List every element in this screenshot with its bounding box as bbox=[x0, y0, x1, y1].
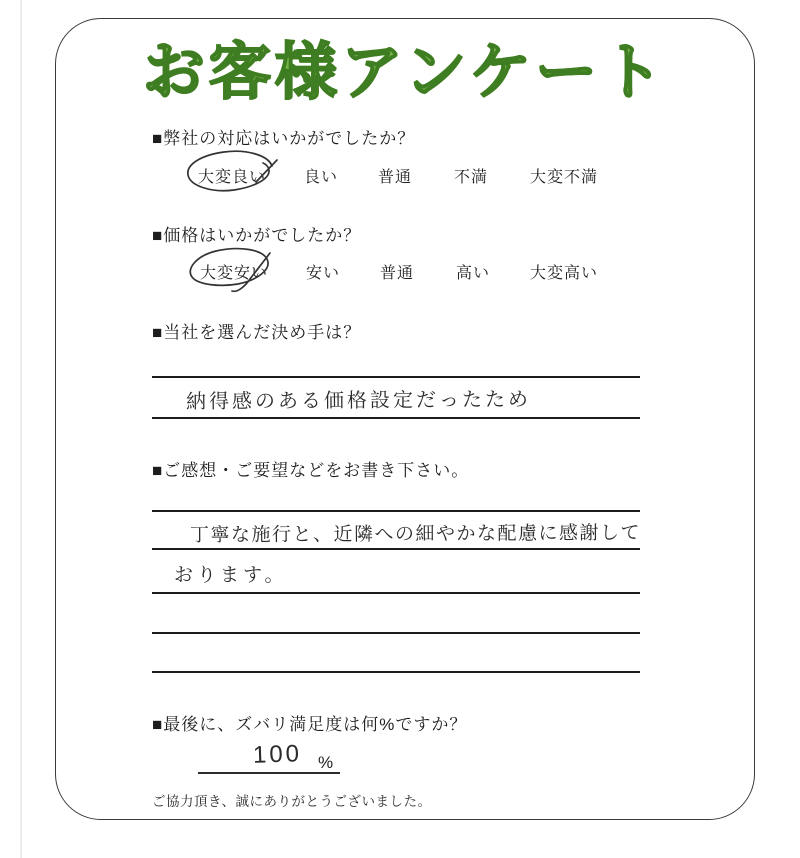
q1-option-very-good[interactable]: 大変良い bbox=[198, 169, 267, 186]
q5-answer-underline bbox=[198, 772, 340, 774]
q5-heading: ■最後に、ズバリ満足度は何%ですか？ bbox=[152, 715, 468, 734]
q2-option-expensive[interactable]: 高い bbox=[456, 265, 491, 282]
q3-heading: ■当社を選んだ決め手は？ bbox=[152, 323, 362, 342]
q3-answer-line-bottom bbox=[152, 417, 640, 419]
q4-answer-line-4 bbox=[152, 632, 640, 634]
q4-heading: ■ご感想・ご要望などをお書き下さい。 bbox=[152, 461, 470, 480]
q2-option-average[interactable]: 普通 bbox=[380, 265, 415, 282]
q4-handwritten-answer-line1: 丁寧な施行と、近隣への細やかな配慮に感謝して bbox=[189, 522, 642, 547]
q4-answer-line-3 bbox=[152, 592, 640, 594]
q1-option-dissatisfied[interactable]: 不満 bbox=[454, 169, 489, 186]
q1-option-good[interactable]: 良い bbox=[304, 169, 339, 186]
thank-you-note: ご協力頂き、誠にありがとうございました。 bbox=[152, 794, 432, 809]
form-title: お客様アンケート bbox=[55, 22, 755, 111]
q5-percent-sign: % bbox=[318, 753, 334, 772]
q3-answer-line-top bbox=[152, 376, 640, 378]
q4-answer-line-1 bbox=[152, 510, 640, 512]
q2-option-very-expensive[interactable]: 大変高い bbox=[530, 265, 599, 282]
scan-edge-artifact bbox=[20, 0, 22, 858]
q1-option-average[interactable]: 普通 bbox=[378, 169, 413, 186]
q1-option-very-dissatisfied[interactable]: 大変不満 bbox=[530, 169, 599, 186]
q2-heading: ■価格はいかがでしたか？ bbox=[152, 226, 362, 245]
q2-option-very-cheap[interactable]: 大変安い bbox=[200, 265, 269, 282]
q3-handwritten-answer: 納得感のある価格設定だったため bbox=[185, 388, 532, 414]
q2-option-cheap[interactable]: 安い bbox=[306, 265, 341, 282]
q5-handwritten-percentage: 100 bbox=[252, 740, 303, 769]
q4-handwritten-answer-line2: おります。 bbox=[174, 565, 288, 586]
q4-answer-line-5 bbox=[152, 671, 640, 673]
q4-answer-line-2 bbox=[152, 548, 640, 550]
q1-heading: ■弊社の対応はいかがでしたか？ bbox=[152, 129, 416, 148]
